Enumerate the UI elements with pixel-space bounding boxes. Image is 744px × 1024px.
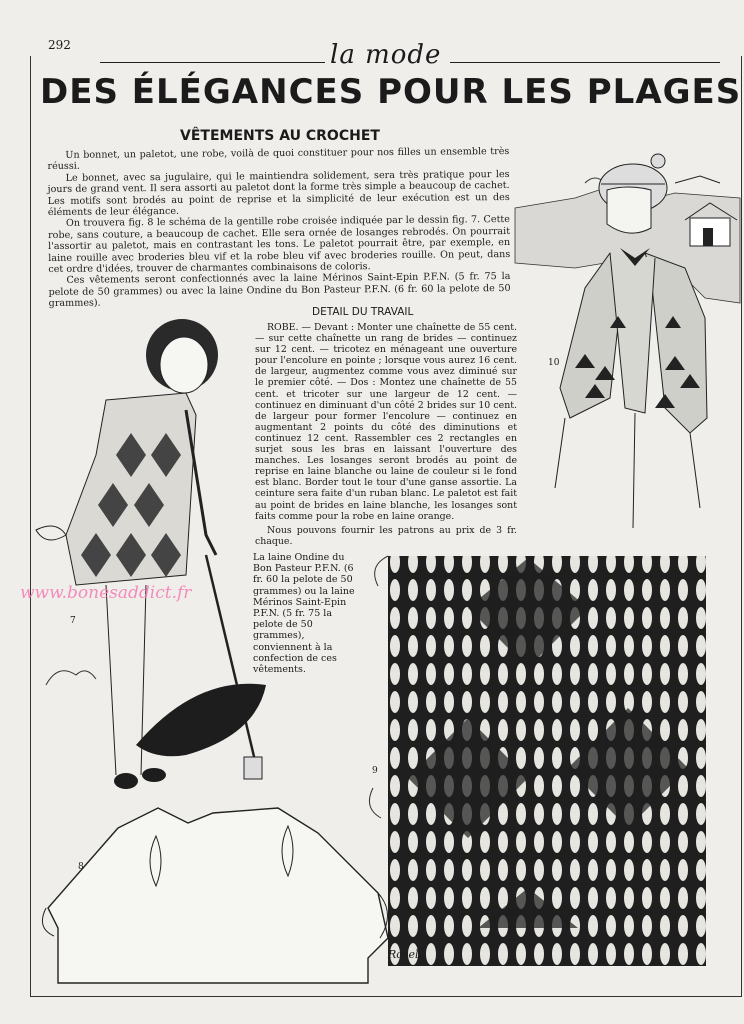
figure-9-label: 9 [372,766,378,776]
yarn-note: La laine Ondine du Bon Pasteur P.F.N. (6 fr. 60 la pelote de 50 grammes) ou la laine Mérinos Saint-Epin P.F.N. (5 fr. 75 la pelote de 50 grammes), conviennent à la confection de ces vêtements. [253,552,355,676]
figure-10-label: 10 [548,358,560,368]
magazine-masthead: la mode [330,40,442,70]
intro-paragraph: Un bonnet, un paletot, une robe, voilà de quoi constituer pour nos filles un ensemble très réussi. [47,145,510,173]
intro-paragraph: Ces vêtements seront confectionnés avec la laine Mérinos Saint-Epin P.F.N. (5 fr. 75 la pelote de 50 grammes) ou avec la laine Ondine du Bon Pasteur P.F.N. (6 fr. 60 la pelote de 50 grammes). [48,271,511,310]
detail-text [255,322,517,550]
intro-text [47,146,510,310]
intro-paragraph: Le bonnet, avec sa jugulaire, qui le maintiendra solidement, sera très pratique pour les jours de grand vent. Il sera assorti au paletot dont la forme très simple a beaucoup de cachet. Les motifs sont brodés au point de reprise et la simplicité de leur exécution est un des éléments de leur élégance. [47,168,510,219]
intro-paragraph: On trouvera fig. 8 le schéma de la gentille robe croisée indiquée par le dessin fig. 7. Cette robe, sans couture, a beaucoup de cachet. Elle sera ornée de losanges rebrodés. On pourrait l'assortir au paletot, mais en contrastant les tons. Le paletot pourrait être, par exemple, en laine rouille avec broderies bleu vif et la robe bleu vif avec broderies rouille. On peut, dans cet ordre d'idées, trouver de charmantes combinaisons de coloris. [48,214,511,276]
detail-paragraph: ROBE. — Devant : Monter une chaînette de 55 cent. — sur cette chaînette un rang de brides — continuez sur 12 cent. — tricotez en ménageant une ouverture pour l'encolure en pointe ; lorsque vous aurez 16 cent. de largeur, augmentez comme vous avez diminué sur le premier côté. — Dos : Montez une chaînette de 55 cent. et tricoter sur une largeur de 12 cent. — continuez en diminuant d'un côté 2 brides sur 10 cent. de largeur pour former l'encolure — continuez en augmentant 2 points du côté des diminutions et continuez 12 cent. Rassembler ces 2 rectangles en surjet sous les bras en laissant l'ouverture des manches. Les losanges seront brodés au point de reprise en laine blanche ou laine de couleur si le fond est blanc. Border tout le tour d'une ganse assortie. La ceinture sera faite d'un ruban blanc. Le paletot est fait au point de brides en laine blanche, les losanges sont faits comme pour la robe en laine orange. [255,322,517,522]
website-watermark: www.bonesaddict.fr [20,583,192,603]
detail-heading: DETAIL DU TRAVAIL [312,306,414,318]
figure-7-label: 7 [70,616,76,626]
figure-8-pattern-schematic [38,798,398,988]
illustrator-signature: Rosel.. [388,948,426,961]
figure-9-stitch-detail [368,548,728,973]
headline: DES ÉLÉGANCES POUR LES PLAGES [40,72,742,112]
figure-10-jacket-illustration [515,148,740,548]
detail-paragraph: Nous pouvons fournir les patrons au prix de 3 fr. chaque. [255,524,517,547]
figure-7-dress-illustration [36,305,266,795]
figure-8-label: 8 [78,862,84,872]
article-subtitle: VÊTEMENTS AU CROCHET [180,128,380,144]
page-number: 292 [48,38,71,52]
